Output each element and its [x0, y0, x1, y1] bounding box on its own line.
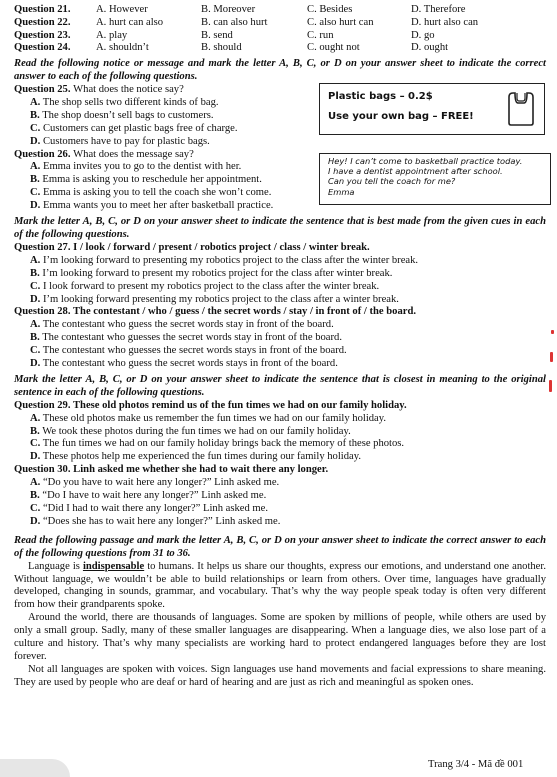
question-text: I / look / forward / present / robotics project / class / winter break. — [73, 241, 370, 253]
highlighted-word: indispensable — [82, 560, 145, 572]
option-letter: C. — [30, 122, 41, 134]
option-text: The contestant who guesses the secret words stays in front of the board. — [42, 345, 347, 357]
question-30 — [14, 464, 546, 529]
option-letter: D. — [30, 293, 41, 305]
instruction-notice: Read the following notice or message and mark the letter A, B, C, or D on your answer sheet to indicate the correct answer to each of the following questions. — [14, 58, 546, 83]
option-d: D. Therefore — [411, 4, 466, 15]
option-letter: C. — [30, 280, 41, 292]
option-c: C. ought not — [307, 42, 360, 54]
option — [14, 345, 546, 358]
option-letter: B. — [30, 332, 40, 344]
question-number: Question 21. — [14, 4, 71, 15]
option-b: B. send — [201, 29, 233, 41]
question-number: Question 23. — [14, 29, 71, 41]
option — [14, 255, 546, 268]
option-a: A. play — [96, 29, 128, 41]
option-text: “Did I had to wait there any longer?” Linh asked me. — [42, 503, 269, 514]
option-text: Emma wants you to meet her after basketball practice. — [42, 200, 274, 212]
instruction-cues: Mark the letter A, B, C, or D on your answer sheet to indicate the sentence that is best made from the given cues in each of the following questions. — [14, 216, 546, 240]
option-d: D. hurt also can — [411, 16, 479, 28]
question-text: What does the message say? — [73, 148, 194, 160]
option-text: I’m looking forward to present my robotics project for the class after winter break. — [42, 267, 393, 279]
passage-text: Language is — [28, 560, 83, 572]
option — [14, 358, 546, 371]
option — [14, 516, 546, 529]
margin-mark — [549, 380, 552, 392]
option-letter: D. — [30, 451, 41, 463]
question-number: Question 28. — [14, 306, 71, 318]
option-letter: D. — [30, 358, 41, 370]
option-b: B. Moreover — [201, 4, 256, 15]
answer-row — [14, 17, 546, 30]
question-number: Question 30. — [14, 464, 71, 476]
option-text: I’m looking forward presenting my robotics project to the class after a winter break. — [42, 293, 399, 305]
option-text: The fun times we had on our family holiday brings back the memory of these photos. — [42, 438, 405, 450]
option — [14, 438, 546, 451]
option — [14, 451, 546, 464]
page-corner-shadow — [0, 759, 70, 777]
page-footer: Trang 3/4 - Mã đề 001 — [428, 759, 524, 770]
option-text: “Do you have to wait here any longer?” Linh asked me. — [42, 477, 280, 489]
question-text: Linh asked me whether she had to wait there any longer. — [73, 464, 329, 476]
reading-passage — [14, 561, 546, 690]
question-27 — [14, 242, 546, 307]
option-letter: C. — [30, 345, 41, 357]
option-letter: D. — [30, 135, 41, 147]
question-26 — [14, 149, 546, 214]
margin-mark — [551, 330, 554, 334]
question-text: What does the notice say? — [73, 84, 184, 95]
passage-paragraph: Around the world, there are thousands of languages. Some are spoken by millions of people, while others are used by only a small group. Sadly, many of these smaller languages are disappearing. When a language dies, we also lose part of a culture and history. That’s why many specialists are working hard to protect endangered languages before they are lost forever. — [14, 612, 546, 662]
emma-message — [319, 153, 551, 205]
option-text: The contestant who guess the secret words stay in front of the board. — [42, 319, 334, 331]
option-text: These photos help me experienced the fun times during our family holiday. — [42, 451, 361, 463]
option-c: C. run — [307, 29, 334, 41]
option-a: A. However — [96, 4, 148, 15]
option-letter: B. — [30, 174, 40, 186]
question-number: Question 26. — [14, 148, 71, 160]
page-content — [14, 4, 546, 690]
option-letter: A. — [30, 319, 41, 331]
passage-text: to humans. It helps us share our thoughts, express our emotions, and understand one another. Without language, we wouldn’t be able to build relationships or learn from others. Over time, languages have gradually developed, changing in sounds, grammar, and vocabulary. That’s why the way people speak today is often very different from how their grandparents spoke. — [14, 560, 546, 611]
option-text: I look forward to present my robotics project to the class after the winter break. — [42, 280, 380, 292]
answers-block — [14, 4, 546, 55]
passage-paragraph: Not all languages are spoken with voices. Sign languages use hand movements and facial expressions to share meaning. They are used by people who are deaf or hard of hearing and are just as rich and meaningful as spoken ones. — [14, 663, 546, 688]
passage-paragraph — [14, 561, 546, 613]
option-text: Emma is asking you to reschedule her appointment. — [42, 174, 262, 186]
option-letter: A. — [30, 412, 41, 424]
message-line: Hey! I can’t come to basketball practice today. — [328, 155, 523, 166]
option-text: The contestant who guesses the secret words stay in front of the board. — [42, 332, 342, 344]
answer-row — [14, 42, 546, 55]
option-d: D. ought — [411, 42, 449, 54]
option-text: The shop sells two different kinds of bag. — [42, 96, 219, 108]
question-text: The contestant / who / guess / the secret words / stay / in front of / the board. — [72, 306, 416, 318]
option-a: A. hurt can also — [96, 16, 164, 28]
option — [14, 503, 546, 516]
option-letter: B. — [30, 425, 40, 437]
option-letter: C. — [30, 187, 41, 199]
message-line: Can you tell the coach for me? — [328, 176, 456, 187]
option — [14, 281, 546, 294]
option-letter: C. — [30, 438, 41, 450]
notice-line-price: Plastic bags – 0.2$ — [328, 91, 433, 102]
answer-row — [14, 30, 546, 43]
plastic-bag-notice — [319, 83, 545, 135]
question-25 — [14, 84, 546, 149]
question-number: Question 27. — [14, 241, 71, 253]
option-text: These old photos make us remember the fun times we had on our family holiday. — [42, 412, 387, 424]
option-letter: D. — [30, 515, 41, 527]
option — [14, 426, 546, 439]
option-letter: A. — [30, 477, 41, 489]
option-text: Emma invites you to go to the dentist with her. — [42, 161, 242, 173]
option-letter: A. — [30, 96, 41, 108]
option-a: A. shouldn’t — [96, 42, 149, 54]
option-letter: A. — [30, 161, 41, 173]
question-number: Question 24. — [14, 42, 71, 54]
question-text: These old photos remind us of the fun times we had on our family holiday. — [72, 399, 407, 411]
option-text: Emma is asking you to tell the coach she won’t come. — [42, 187, 272, 199]
option-text: I’m looking forward to presenting my robotics project to the class after the winter break. — [42, 254, 419, 266]
answer-row — [14, 4, 546, 17]
option-letter: B. — [30, 490, 40, 502]
notice-line-free: Use your own bag – FREE! — [328, 111, 474, 122]
question-number: Question 25. — [14, 84, 71, 95]
option-text: The shop doesn’t sell bags to customers. — [42, 109, 214, 121]
option — [14, 332, 546, 345]
option-text: “Do I have to wait here any longer?” Linh asked me. — [42, 490, 267, 502]
option-b: B. can also hurt — [201, 16, 268, 28]
option-text: Customers can get plastic bags free of charge. — [42, 122, 238, 134]
option-letter: D. — [30, 200, 41, 212]
question-number: Question 22. — [14, 16, 71, 28]
option — [14, 268, 546, 281]
option-text: We took these photos during the fun times we had on our family holiday. — [42, 425, 351, 437]
option-letter: B. — [30, 267, 40, 279]
option — [14, 294, 546, 307]
question-number: Question 29. — [14, 399, 71, 411]
message-signature: Emma — [328, 186, 355, 197]
option-d: D. go — [411, 29, 435, 41]
option-c: C. also hurt can — [307, 16, 374, 28]
instruction-passage: Read the following passage and mark the letter A, B, C, or D on your answer sheet to indicate the correct answer to each of the following questions from 31 to 36. — [14, 534, 546, 559]
option-text: “Does she has to wait here any longer?” Linh asked me. — [42, 515, 281, 527]
message-line: I have a dentist appointment after school. — [328, 165, 503, 176]
option-b: B. should — [201, 42, 242, 54]
option-letter: B. — [30, 109, 40, 121]
option-letter: C. — [30, 503, 41, 514]
option — [14, 319, 546, 332]
option-c: C. Besides — [307, 4, 353, 15]
option — [14, 490, 546, 503]
option-text: The contestant who guess the secret words stays in front of the board. — [42, 358, 338, 370]
message-text — [328, 156, 548, 198]
instruction-closest-meaning: Mark the letter A, B, C, or D on your answer sheet to indicate the sentence that is closest in meaning to the original sentence in each of the following questions. — [14, 373, 546, 398]
margin-mark — [550, 352, 553, 362]
question-28 — [14, 306, 546, 371]
option — [14, 477, 546, 490]
option-text: Customers have to pay for plastic bags. — [42, 135, 210, 147]
option-letter: A. — [30, 254, 41, 266]
question-29 — [14, 400, 546, 465]
option — [14, 413, 546, 426]
option — [14, 136, 546, 149]
shopping-bag-icon — [506, 89, 536, 127]
